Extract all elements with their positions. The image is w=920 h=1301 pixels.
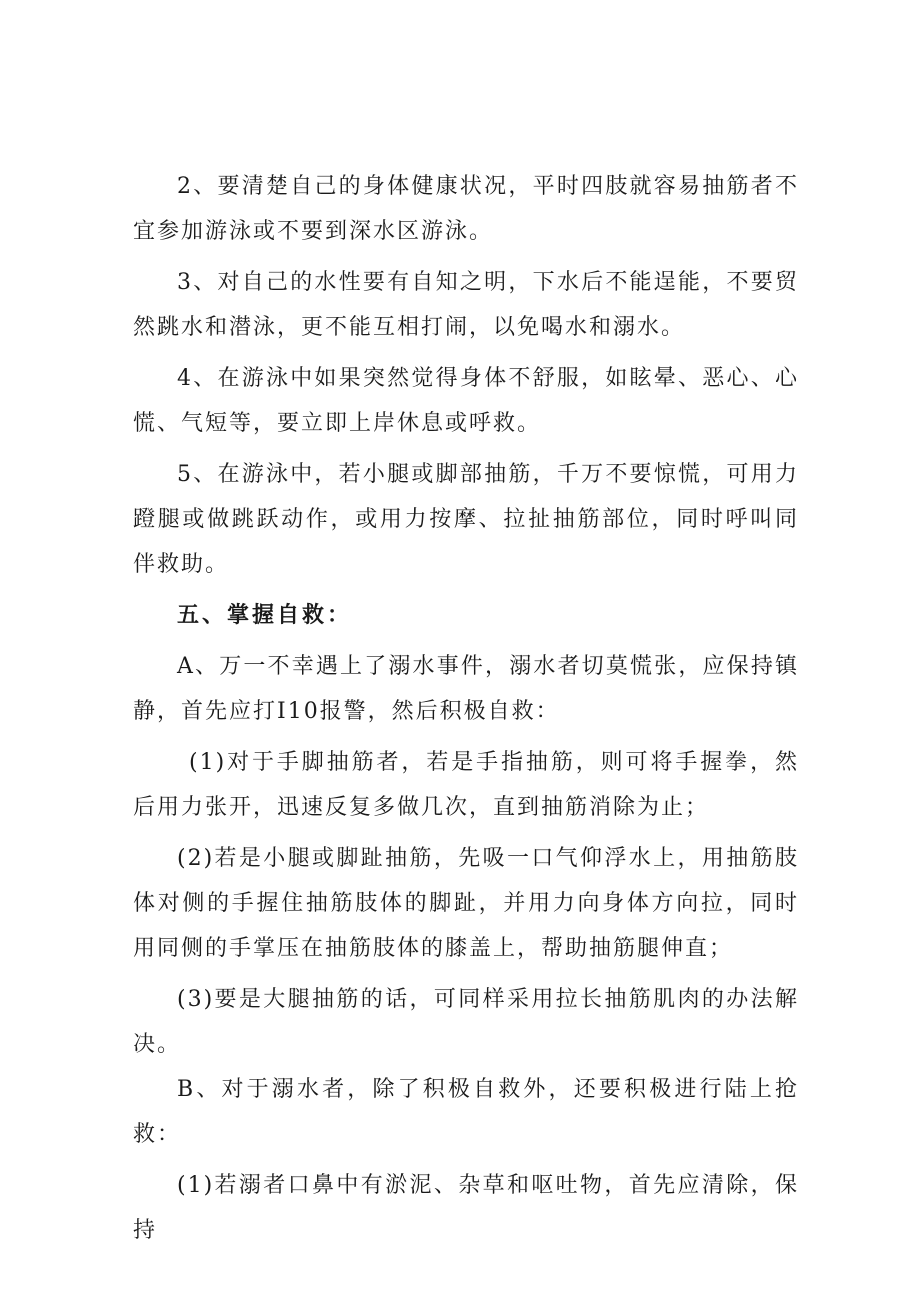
- paragraph-item-4: 4、在游泳中如果突然觉得身体不舒服，如眩晕、恶心、心慌、气短等，要立即上岸休息或呼救。: [133, 366, 799, 436]
- section-b-item-1: (1)若溺者口鼻中有淤泥、杂草和呕吐物，首先应清除，保持: [133, 1173, 799, 1243]
- section-heading: 五、掌握自救：: [177, 603, 353, 628]
- section-a-item-2: (2)若是小腿或脚趾抽筋，先吸一口气仰浮水上，用抽筋肢体对侧的手握住抽筋肢体的脚趾，并用力向身体方向拉，同时用同侧的手掌压在抽筋肢体的膝盖上，帮助抽筋腿伸直；: [133, 846, 799, 961]
- section-a-item-3: (3)要是大腿抽筋的话，可同样采用拉长抽筋肌肉的办法解决。: [133, 987, 799, 1057]
- paragraph-item-5: 5、在游泳中，若小腿或脚部抽筋，千万不要惊慌，可用力蹬腿或做跳跃动作，或用力按摩、拉扯抽筋部位，同时呼叫同伴救助。: [133, 462, 799, 577]
- paragraph-item-2: 2、要清楚自己的身体健康状况，平时四肢就容易抽筋者不宜参加游泳或不要到深水区游泳。: [133, 174, 799, 244]
- paragraph-item-3: 3、对自己的水性要有自知之明，下水后不能逞能，不要贸然跳水和潜泳，更不能互相打闹，以免喝水和溺水。: [133, 270, 799, 340]
- section-a-item-1: (1)对于手脚抽筋者，若是手指抽筋，则可将手握拳，然后用力张开，迅速反复多做几次，直到抽筋消除为止；: [133, 750, 799, 820]
- section-a-intro: A、万一不幸遇上了溺水事件，溺水者切莫慌张，应保持镇静，首先应打I10报警，然后积极自救：: [133, 654, 799, 724]
- section-b-intro: B、对于溺水者，除了积极自救外，还要积极进行陆上抢救：: [133, 1077, 799, 1147]
- document-body: [133, 164, 799, 1259]
